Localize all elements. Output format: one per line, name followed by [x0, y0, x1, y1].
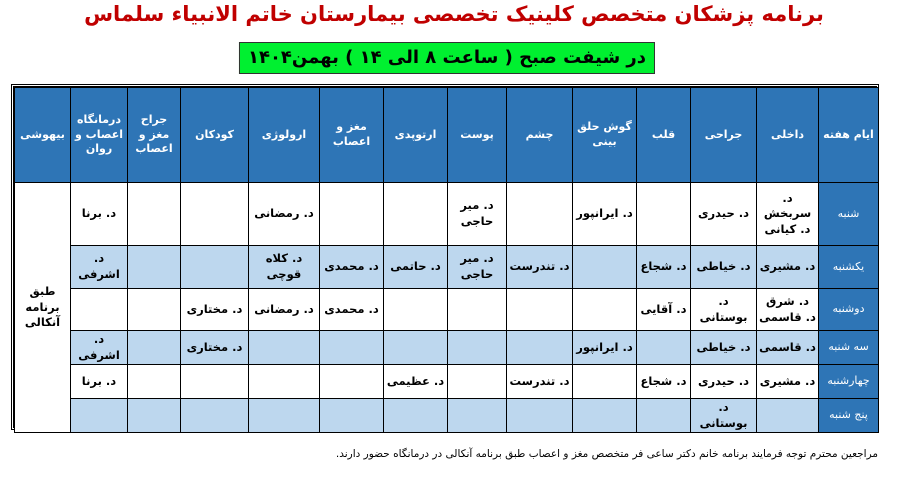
page-title: برنامه پزشکان متخصص کلینیک تخصصی بیمارستان خاتم الانبیاء سلماس — [84, 2, 824, 26]
doctor-cell — [181, 365, 249, 399]
doctor-cell — [637, 183, 691, 246]
doctor-cell — [320, 365, 384, 399]
doctor-cell: د. قاسمی — [757, 331, 819, 365]
doctor-cell: د. میر حاجی — [448, 183, 507, 246]
doctor-cell — [128, 289, 181, 331]
doctor-cell: د. مشیری — [757, 365, 819, 399]
table-row — [15, 365, 879, 399]
doctor-cell: د. عظیمی — [384, 365, 448, 399]
doctor-cell: د. رمضانی — [249, 289, 320, 331]
doctor-cell: د. مختاری — [181, 331, 249, 365]
column-header: چشم — [507, 88, 573, 183]
doctor-cell: د. شجاع — [637, 365, 691, 399]
doctor-cell: د. کلاه قوچی — [249, 246, 320, 289]
column-header: ارتوپدی — [384, 88, 448, 183]
doctor-cell — [128, 399, 181, 433]
doctor-cell — [71, 399, 128, 433]
column-header: مغز و اعصاب — [320, 88, 384, 183]
doctor-cell — [507, 183, 573, 246]
table-row — [15, 183, 879, 246]
column-header: گوش حلق بینی — [573, 88, 637, 183]
day-cell: یکشنبه — [819, 246, 879, 289]
column-header: درمانگاه اعصاب و روان — [71, 88, 128, 183]
doctor-cell: د. خیاطی — [691, 331, 757, 365]
anesthesia-cell: طبق برنامه آنکالی — [15, 183, 71, 433]
column-header: جراحی — [691, 88, 757, 183]
table-row — [15, 331, 879, 365]
header-row — [15, 88, 879, 183]
doctor-cell — [507, 331, 573, 365]
footer-note: مراجعین محترم توجه فرمایند برنامه خانم دکتر ساعی فر متخصص مغز و اعصاب طبق برنامه آنکالی در درمانگاه حضور دارند. — [335, 448, 878, 460]
doctor-cell: د. مشیری — [757, 246, 819, 289]
doctor-cell — [128, 331, 181, 365]
doctor-cell: د. برنا — [71, 183, 128, 246]
doctor-cell: د. محمدی — [320, 289, 384, 331]
doctor-cell — [181, 399, 249, 433]
doctor-cell: د. شرق د. قاسمی — [757, 289, 819, 331]
doctor-cell: د. ایرانپور — [573, 183, 637, 246]
doctor-cell — [507, 399, 573, 433]
doctor-cell — [320, 183, 384, 246]
doctor-cell: د. ایرانپور — [573, 331, 637, 365]
column-header: کودکان — [181, 88, 249, 183]
doctor-cell: د. آقایی — [637, 289, 691, 331]
doctor-cell — [249, 399, 320, 433]
doctor-cell — [249, 331, 320, 365]
day-cell: پنج شنبه — [819, 399, 879, 433]
column-header: جراح مغز و اعصاب — [128, 88, 181, 183]
doctor-cell — [448, 365, 507, 399]
doctor-cell: د. تندرست — [507, 365, 573, 399]
day-cell: سه شنبه — [819, 331, 879, 365]
doctor-cell — [573, 399, 637, 433]
column-header: بیهوشی — [15, 88, 71, 183]
doctor-cell — [757, 399, 819, 433]
table-row — [15, 246, 879, 289]
doctor-cell — [637, 331, 691, 365]
doctor-cell — [384, 399, 448, 433]
column-header: ایام هفته — [819, 88, 879, 183]
doctor-cell: د. حیدری — [691, 365, 757, 399]
doctor-cell — [320, 399, 384, 433]
table-row — [15, 289, 879, 331]
schedule-table — [14, 87, 879, 433]
doctor-cell — [128, 365, 181, 399]
day-cell: دوشنبه — [819, 289, 879, 331]
column-header: ارولوژی — [249, 88, 320, 183]
doctor-cell — [448, 331, 507, 365]
doctor-cell — [181, 183, 249, 246]
doctor-cell: د. تندرست — [507, 246, 573, 289]
day-cell: چهارشنبه — [819, 365, 879, 399]
doctor-cell — [249, 365, 320, 399]
schedule-table-wrapper — [11, 84, 879, 430]
column-header: داخلی — [757, 88, 819, 183]
doctor-cell: د. سربخش د. کیانی — [757, 183, 819, 246]
doctor-cell — [181, 246, 249, 289]
doctor-cell — [573, 365, 637, 399]
doctor-cell — [128, 183, 181, 246]
doctor-cell: د. رمضانی — [249, 183, 320, 246]
table-row — [15, 399, 879, 433]
doctor-cell — [128, 246, 181, 289]
doctor-cell: د. اشرفی — [71, 331, 128, 365]
doctor-cell — [448, 399, 507, 433]
doctor-cell — [320, 331, 384, 365]
doctor-cell: د. اشرفی — [71, 246, 128, 289]
doctor-cell: د. میر حاجی — [448, 246, 507, 289]
doctor-cell: د. شجاع — [637, 246, 691, 289]
doctor-cell: د. بوستانی — [691, 289, 757, 331]
doctor-cell: د. مختاری — [181, 289, 249, 331]
doctor-cell: د. محمدی — [320, 246, 384, 289]
column-header: پوست — [448, 88, 507, 183]
doctor-cell — [448, 289, 507, 331]
doctor-cell — [573, 289, 637, 331]
doctor-cell: د. حیدری — [691, 183, 757, 246]
doctor-cell — [384, 183, 448, 246]
doctor-cell: د. برنا — [71, 365, 128, 399]
column-header: قلب — [637, 88, 691, 183]
day-cell: شنبه — [819, 183, 879, 246]
doctor-cell — [507, 289, 573, 331]
shift-subtitle: در شیفت صبح ( ساعت ۸ الی ۱۴ ) بهمن۱۴۰۴ — [239, 42, 655, 74]
doctor-cell — [573, 246, 637, 289]
doctor-cell — [384, 289, 448, 331]
doctor-cell — [637, 399, 691, 433]
doctor-cell: د. بوستانی — [691, 399, 757, 433]
doctor-cell: د. خیاطی — [691, 246, 757, 289]
doctor-cell — [384, 331, 448, 365]
doctor-cell — [71, 289, 128, 331]
doctor-cell: د. حاتمی — [384, 246, 448, 289]
